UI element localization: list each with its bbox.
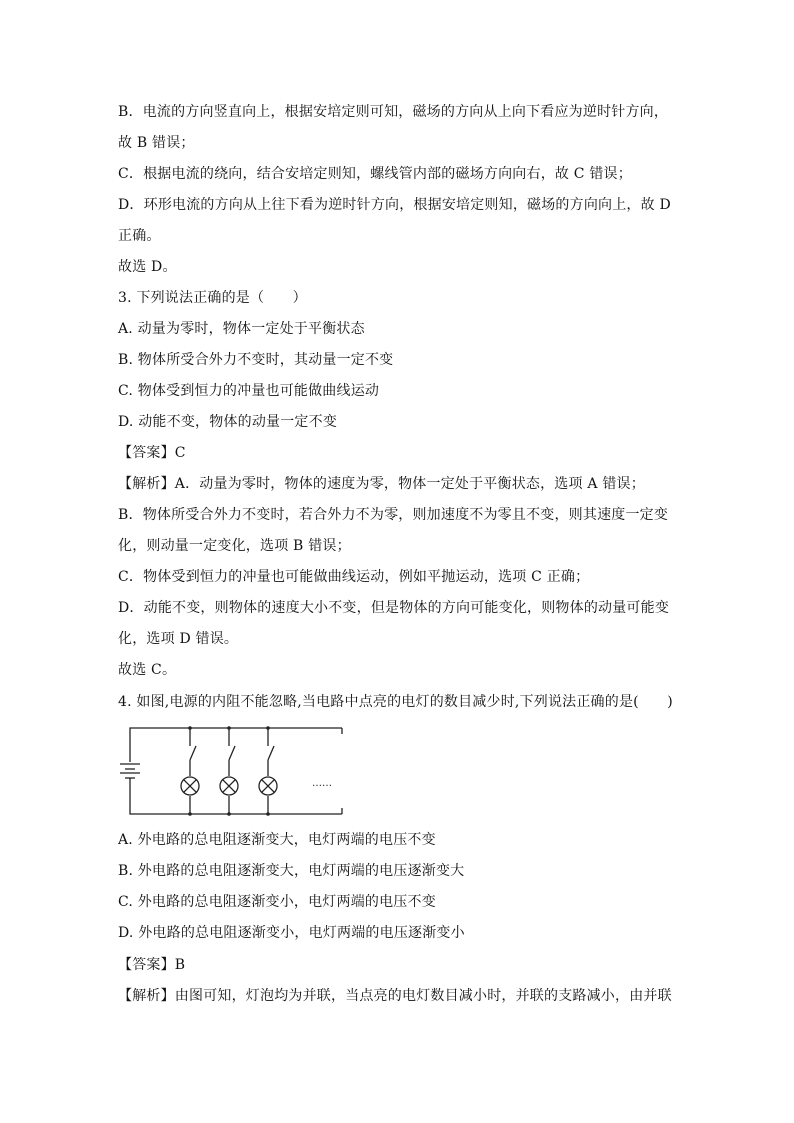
ellipsis-mark: …… <box>312 778 332 789</box>
question-4: 4. 如图,电源的内阻不能忽略,当电路中点亮的电灯的数目减少时,下列说法正确的是( ) <box>118 694 673 710</box>
circuit-diagram <box>118 726 348 818</box>
option-b: B. 物体所受合外力不变时，其动量一定不变 <box>118 352 394 368</box>
option-b: B. 外电路的总电阻逐渐变大，电灯两端的电压逐渐变大 <box>118 863 465 879</box>
text-line: B．电流的方向竖直向上，根据安培定则可知，磁场的方向从上向下看应为逆时针方向， <box>118 104 669 120</box>
analysis-line: 【解析】由图可知，灯泡均为并联，当点亮的电灯数目减小时，并联的支路减小，由并联 <box>118 988 672 1004</box>
text-line: B．物体所受合外力不变时，若合外力不为零，则加速度不为零且不变，则其速度一定变 <box>118 507 669 523</box>
answer-label: 【答案】B <box>118 957 186 973</box>
text-line: 故选 D。 <box>118 259 177 275</box>
text-line: D．动能不变，则物体的速度大小不变，但是物体的方向可能变化，则物体的动量可能变 <box>118 600 670 616</box>
option-d: D. 外电路的总电阻逐渐变小，电灯两端的电压逐渐变小 <box>118 925 465 941</box>
question-3: 3. 下列说法正确的是（ ） <box>118 290 307 306</box>
text-line: 故 B 错误； <box>118 135 195 151</box>
option-a: A. 外电路的总电阻逐渐变大，电灯两端的电压不变 <box>118 832 436 848</box>
text-line: C．物体受到恒力的冲量也可能做曲线运动，例如平抛运动，选项 C 正确； <box>118 569 590 585</box>
text-line: D．环形电流的方向从上往下看为逆时针方向，根据安培定则知，磁场的方向向上，故 D <box>118 197 671 213</box>
option-c: C. 外电路的总电阻逐渐变小，电灯两端的电压不变 <box>118 894 436 910</box>
text-line: 化，则动量一定变化，选项 B 错误； <box>118 538 351 554</box>
option-a: A. 动量为零时，物体一定处于平衡状态 <box>118 321 365 337</box>
text-line: C．根据电流的绕向，结合安培定则知，螺线管内部的磁场方向向右，故 C 错误； <box>118 166 632 182</box>
text-line: 故选 C。 <box>118 662 177 678</box>
text-line: 化，选项 D 错误。 <box>118 631 239 647</box>
answer-label: 【答案】C <box>118 445 186 461</box>
text-line: 正确。 <box>118 228 161 244</box>
analysis-line: 【解析】A．动量为零时，物体的速度为零，物体一定处于平衡状态，选项 A 错误； <box>118 476 645 492</box>
option-c: C. 物体受到恒力的冲量也可能做曲线运动 <box>118 383 380 399</box>
option-d: D. 动能不变，物体的动量一定不变 <box>118 414 338 430</box>
